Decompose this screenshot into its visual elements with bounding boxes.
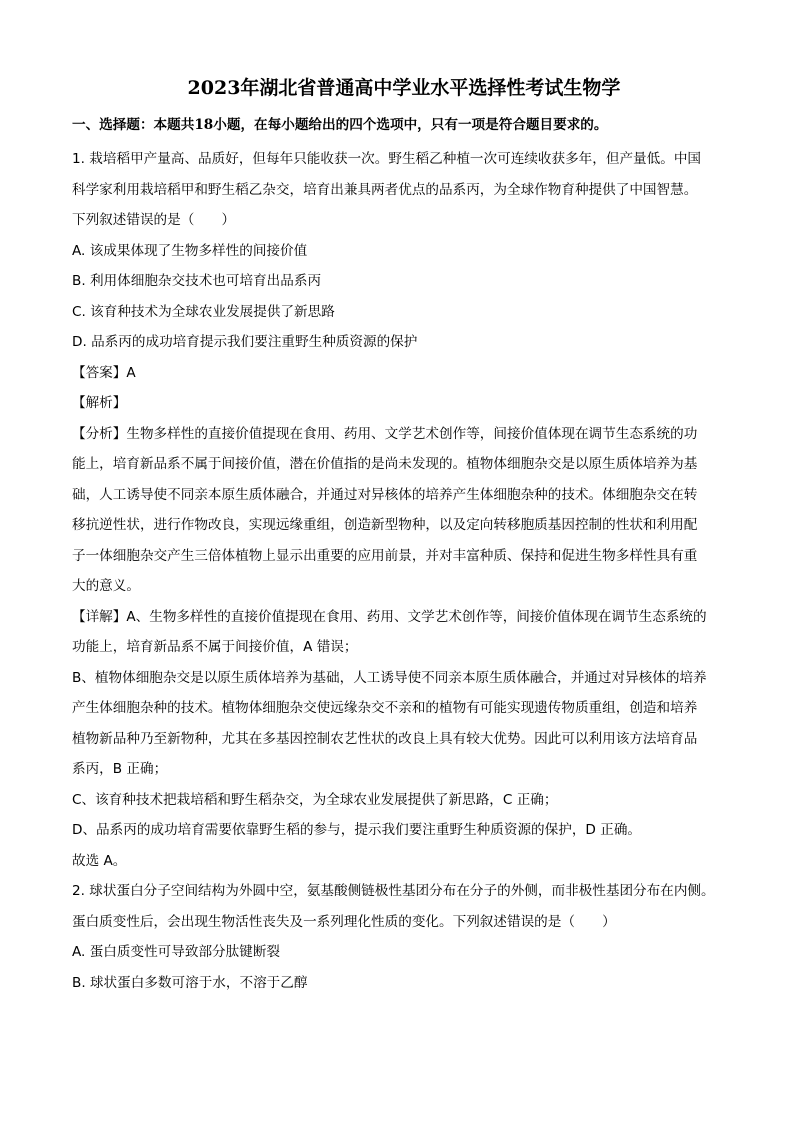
q1-analysis-line: 子一体细胞杂交产生三倍体植物上显示出重要的应用前景，并对丰富种质、保持和促进生物多样性具有重 xyxy=(72,547,698,564)
q1-answer: 【答案】A xyxy=(72,364,136,381)
q1-analysis-line: 移抗逆性状，进行作物改良，实现远缘重组，创造新型物种，以及定向转移胞质基因控制的性状和利用配 xyxy=(72,517,698,533)
q1-detail-line: C、该育种技术把栽培稻和野生稻杂交，为全球农业发展提供了新思路，C 正确； xyxy=(72,791,558,808)
question-1 xyxy=(72,144,736,876)
q1-detail-line: B、植物体细胞杂交是以原生质体培养为基础，人工诱导使不同亲本原生质体融合，并通过对异核体的培养 xyxy=(72,669,707,686)
q1-detail-line: 系丙，B 正确； xyxy=(72,761,168,777)
q1-detail-line: D、品系丙的成功培育需要依靠野生稻的参与，提示我们要注重野生种质资源的保护，D 正确。 xyxy=(72,822,642,838)
q1-analysis-line: 能上，培育新品系不属于间接价值，潜在价值指的是尚未发现的。植物体细胞杂交是以原生质体培养为基 xyxy=(72,456,698,472)
q1-option-b: B. 利用体细胞杂交技术也可培育出品系丙 xyxy=(72,273,322,289)
q1-analysis-line: 础，人工诱导使不同亲本原生质体融合，并通过对异核体的培养产生体细胞杂种的技术。体细胞杂交在转 xyxy=(72,486,698,503)
q1-option-c: C. 该育种技术为全球农业发展提供了新思路 xyxy=(72,303,335,320)
q1-detail-line: 功能上，培育新品系不属于间接价值，A 错误； xyxy=(72,639,358,655)
q1-detail-line: 故选 A。 xyxy=(72,852,127,869)
q2-option-a: A. 蛋白质变性可导致部分肽键断裂 xyxy=(72,944,281,960)
q2-stem-line: 蛋白质变性后，会出现生物活性丧失及一系列理化性质的变化。下列叙述错误的是（ ） xyxy=(72,913,616,930)
q1-stem-line: 下列叙述错误的是（ ） xyxy=(72,212,236,228)
q1-stem-line: 科学家利用栽培稻甲和野生稻乙杂交，培育出兼具两者优点的品系丙，为全球作物育种提供了中国智慧。 xyxy=(72,181,698,198)
q1-analysis-line: 大的意义。 xyxy=(72,578,140,594)
q1-detail-line: 产生体细胞杂种的技术。植物体细胞杂交使远缘杂交不亲和的植物有可能实现遗传物质重组，创造和培养 xyxy=(72,700,698,716)
question-2 xyxy=(72,876,736,998)
q1-detail-line: 【详解】A、生物多样性的直接价值提现在食用、药用、文学艺术创作等，间接价值体现在调节生态系统的 xyxy=(72,608,707,625)
document-page xyxy=(72,64,736,998)
q1-analysis-line: 【分析】生物多样性的直接价值提现在食用、药用、文学艺术创作等，间接价值体现在调节生态系统的功 xyxy=(72,425,698,442)
q1-detail-line: 植物新品种乃至新物种，尤其在多基因控制农艺性状的改良上具有较大优势。因此可以利用该方法培育品 xyxy=(72,730,698,747)
section-heading: 一、选择题：本题共18小题，在每小题给出的四个选项中，只有一项是符合题目要求的。 xyxy=(72,117,608,133)
q2-option-b: B. 球状蛋白多数可溶于水，不溶于乙醇 xyxy=(72,974,308,991)
q1-stem-line: 1. 栽培稻甲产量高、品质好，但每年只能收获一次。野生稻乙种植一次可连续收获多年，但产量低。中国 xyxy=(72,151,702,167)
exam-title: 2023年湖北省普通高中学业水平选择性考试生物学 xyxy=(187,77,621,99)
q2-stem-line: 2. 球状蛋白分子空间结构为外圆中空，氨基酸侧链极性基团分布在分子的外侧，而非极性基团分布在内侧。 xyxy=(72,883,715,899)
q1-option-d: D. 品系丙的成功培育提示我们要注重野生种质资源的保护 xyxy=(72,334,418,350)
q1-option-a: A. 该成果体现了生物多样性的间接价值 xyxy=(72,242,308,259)
q1-analysis-label: 【解析】 xyxy=(72,395,127,411)
